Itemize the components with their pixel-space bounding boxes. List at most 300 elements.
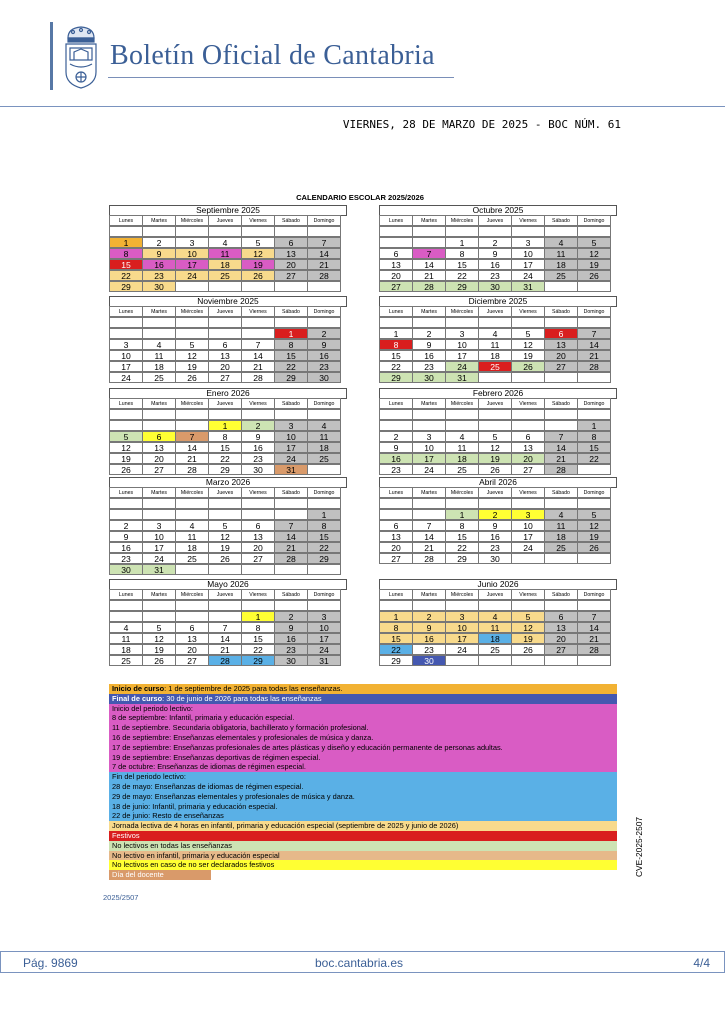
- day-cell: 6: [379, 520, 413, 531]
- empty-cell: [544, 553, 578, 564]
- day-cell: 21: [274, 542, 308, 553]
- day-name: Martes: [142, 398, 176, 409]
- day-name: Lunes: [379, 398, 413, 409]
- day-name: Miércoles: [445, 589, 479, 600]
- day-cell: 14: [307, 248, 341, 259]
- day-cell: 4: [307, 420, 341, 431]
- day-cell: 15: [577, 442, 611, 453]
- day-cell: 3: [274, 420, 308, 431]
- empty-cell: [175, 328, 209, 339]
- empty-cell: [307, 564, 341, 575]
- day-cell: 22: [307, 542, 341, 553]
- day-cell: 22: [241, 644, 275, 655]
- day-cell: 13: [544, 339, 578, 350]
- day-cell: 14: [577, 622, 611, 633]
- day-cell: 16: [379, 453, 413, 464]
- day-name: Jueves: [478, 589, 512, 600]
- day-cell: 29: [379, 372, 413, 383]
- day-name: Viernes: [241, 215, 275, 226]
- day-cell: 18: [175, 542, 209, 553]
- empty-cell: [142, 420, 176, 431]
- day-cell: 30: [412, 372, 446, 383]
- day-cell: 4: [478, 611, 512, 622]
- day-name: Jueves: [478, 398, 512, 409]
- day-cell: 27: [241, 553, 275, 564]
- day-cell: 26: [208, 553, 242, 564]
- day-cell: 28: [208, 655, 242, 666]
- month-table: [379, 579, 617, 667]
- day-cell: 28: [274, 553, 308, 564]
- month-name: Mayo 2026: [109, 579, 347, 590]
- day-cell: 19: [208, 542, 242, 553]
- week-row: [379, 554, 617, 565]
- day-cell: 6: [175, 622, 209, 633]
- day-cell: 8: [577, 431, 611, 442]
- day-cell: 21: [241, 361, 275, 372]
- day-cell: 5: [142, 622, 176, 633]
- day-cell: 13: [208, 350, 242, 361]
- empty-cell: [307, 409, 341, 420]
- legend-item-text: 8 de septiembre: Infantil, primaria y educación especial.: [112, 713, 295, 723]
- day-name: Miércoles: [445, 487, 479, 498]
- empty-cell: [412, 317, 446, 328]
- site-link[interactable]: boc.cantabria.es: [315, 956, 404, 970]
- day-cell: 14: [208, 633, 242, 644]
- day-cell: 15: [445, 259, 479, 270]
- day-cell: 5: [175, 339, 209, 350]
- empty-cell: [175, 317, 209, 328]
- day-name: Jueves: [208, 306, 242, 317]
- empty-cell: [109, 226, 143, 237]
- day-cell: 13: [511, 442, 545, 453]
- empty-cell: [208, 611, 242, 622]
- day-cell: 10: [307, 622, 341, 633]
- day-cell: 1: [445, 509, 479, 520]
- empty-cell: [208, 564, 242, 575]
- month-table: [109, 388, 347, 476]
- day-cell: 2: [412, 611, 446, 622]
- day-cell: 3: [109, 339, 143, 350]
- legend-item-label: Inicio de curso: [112, 684, 165, 693]
- month-name: Abril 2026: [379, 477, 617, 488]
- header: [0, 0, 725, 131]
- day-cell: 31: [307, 655, 341, 666]
- empty-cell: [208, 409, 242, 420]
- day-cell: 28: [577, 644, 611, 655]
- day-cell: 20: [544, 633, 578, 644]
- day-cell: 18: [109, 644, 143, 655]
- day-cell: 3: [175, 237, 209, 248]
- legend-item-text: 16 de septiembre: Enseñanzas elementales y profesionales de música y danza.: [112, 732, 374, 742]
- legend-item: [109, 821, 617, 831]
- day-cell: 5: [478, 431, 512, 442]
- legend-item: [109, 753, 617, 763]
- day-name: Lunes: [379, 589, 413, 600]
- day-cell: 12: [478, 442, 512, 453]
- day-cell: 24: [511, 542, 545, 553]
- day-cell: 31: [511, 281, 545, 292]
- day-cell: 23: [142, 270, 176, 281]
- legend-item-text: Día del docente: [112, 870, 164, 880]
- empty-cell: [208, 600, 242, 611]
- legend-item: [109, 713, 617, 723]
- empty-cell: [412, 237, 446, 248]
- day-cell: 5: [577, 237, 611, 248]
- day-cell: 13: [379, 259, 413, 270]
- day-cell: 15: [307, 531, 341, 542]
- day-cell: 23: [478, 542, 512, 553]
- day-cell: 13: [544, 622, 578, 633]
- empty-cell: [109, 509, 143, 520]
- day-name: Sábado: [274, 398, 308, 409]
- day-cell: 18: [544, 531, 578, 542]
- month-name: Febrero 2026: [379, 388, 617, 399]
- empty-cell: [274, 509, 308, 520]
- day-name: Lunes: [109, 589, 143, 600]
- day-cell: 16: [478, 531, 512, 542]
- day-cell: 8: [274, 339, 308, 350]
- empty-cell: [307, 464, 341, 475]
- day-cell: 7: [208, 622, 242, 633]
- day-cell: 2: [412, 328, 446, 339]
- day-cell: 29: [241, 655, 275, 666]
- empty-cell: [142, 409, 176, 420]
- day-cell: 22: [577, 453, 611, 464]
- day-name: Jueves: [478, 306, 512, 317]
- day-cell: 16: [109, 542, 143, 553]
- day-cell: 8: [241, 622, 275, 633]
- day-cell: 15: [274, 350, 308, 361]
- empty-cell: [241, 281, 275, 292]
- empty-cell: [478, 317, 512, 328]
- page-footer: [0, 951, 725, 973]
- day-name: Domingo: [307, 398, 341, 409]
- day-cell: 17: [412, 453, 446, 464]
- empty-cell: [577, 372, 611, 383]
- day-name: Martes: [412, 589, 446, 600]
- month-table: [109, 477, 347, 576]
- legend-item: [109, 811, 617, 821]
- day-cell: 9: [478, 520, 512, 531]
- legend-item-text: No lectivo en infantil, primaria y educación especial: [112, 850, 280, 860]
- legend-item: [109, 870, 211, 880]
- day-cell: 28: [241, 372, 275, 383]
- legend-item: [109, 733, 617, 743]
- day-cell: 6: [379, 248, 413, 259]
- day-name: Jueves: [478, 215, 512, 226]
- month-name: Noviembre 2025: [109, 296, 347, 307]
- day-cell: 6: [208, 339, 242, 350]
- day-cell: 21: [577, 350, 611, 361]
- legend-item-text: 29 de mayo: Enseñanzas elementales y profesionales de música y danza.: [112, 791, 355, 801]
- day-name: Sábado: [274, 487, 308, 498]
- month-table: [379, 296, 617, 384]
- empty-cell: [445, 420, 479, 431]
- day-cell: 20: [544, 350, 578, 361]
- day-cell: 23: [379, 464, 413, 475]
- empty-cell: [379, 226, 413, 237]
- day-cell: 26: [511, 361, 545, 372]
- day-cell: 6: [544, 328, 578, 339]
- document-number: 2025/2507: [103, 893, 139, 902]
- day-name: Martes: [142, 589, 176, 600]
- legend-item-text: : 1 de septiembre de 2025 para todas las enseñanzas.: [164, 684, 343, 693]
- day-cell: 17: [307, 633, 341, 644]
- legend-item: [109, 792, 617, 802]
- day-cell: 23: [109, 553, 143, 564]
- empty-cell: [109, 328, 143, 339]
- day-cell: 17: [445, 350, 479, 361]
- day-cell: 18: [307, 442, 341, 453]
- empty-cell: [379, 237, 413, 248]
- legend-item: [109, 782, 617, 792]
- day-cell: 16: [412, 350, 446, 361]
- day-cell: 1: [577, 420, 611, 431]
- month-table: [379, 388, 617, 476]
- day-cell: 21: [175, 453, 209, 464]
- day-cell: 11: [544, 248, 578, 259]
- day-cell: 20: [175, 644, 209, 655]
- empty-cell: [445, 655, 479, 666]
- day-cell: 8: [208, 431, 242, 442]
- day-cell: 1: [379, 328, 413, 339]
- day-cell: 12: [109, 442, 143, 453]
- day-name: Martes: [142, 306, 176, 317]
- day-cell: 21: [412, 270, 446, 281]
- day-name: Jueves: [208, 487, 242, 498]
- month-name: Diciembre 2025: [379, 296, 617, 307]
- day-cell: 12: [241, 248, 275, 259]
- day-cell: 12: [142, 633, 176, 644]
- week-row: [379, 373, 617, 384]
- empty-cell: [412, 509, 446, 520]
- day-name: Sábado: [274, 215, 308, 226]
- day-cell: 29: [274, 372, 308, 383]
- day-cell: 25: [544, 542, 578, 553]
- month-name: Octubre 2025: [379, 205, 617, 216]
- empty-cell: [241, 509, 275, 520]
- day-cell: 27: [544, 644, 578, 655]
- day-name: Domingo: [577, 589, 611, 600]
- day-cell: 23: [412, 361, 446, 372]
- day-cell: 20: [379, 542, 413, 553]
- empty-cell: [544, 317, 578, 328]
- day-cell: 25: [307, 453, 341, 464]
- empty-cell: [241, 600, 275, 611]
- legend-item: [109, 694, 617, 704]
- day-cell: 12: [511, 339, 545, 350]
- day-cell: 4: [208, 237, 242, 248]
- day-cell: 7: [544, 431, 578, 442]
- month-name: Junio 2026: [379, 579, 617, 590]
- day-cell: 29: [379, 655, 413, 666]
- day-cell: 20: [379, 270, 413, 281]
- day-cell: 7: [307, 237, 341, 248]
- day-cell: 5: [241, 237, 275, 248]
- empty-cell: [478, 600, 512, 611]
- day-cell: 8: [445, 248, 479, 259]
- day-cell: 31: [445, 372, 479, 383]
- day-cell: 12: [511, 622, 545, 633]
- day-cell: 11: [307, 431, 341, 442]
- legend-item: [109, 684, 617, 694]
- month-table: [379, 205, 617, 293]
- day-cell: 19: [175, 361, 209, 372]
- day-cell: 6: [241, 520, 275, 531]
- week-row: [109, 565, 347, 576]
- empty-cell: [274, 281, 308, 292]
- day-cell: 25: [544, 270, 578, 281]
- day-name: Domingo: [307, 215, 341, 226]
- legend-item: [109, 802, 617, 812]
- day-cell: 3: [511, 509, 545, 520]
- legend-item: [109, 772, 617, 782]
- day-cell: 9: [379, 442, 413, 453]
- empty-cell: [142, 611, 176, 622]
- day-name: Martes: [412, 398, 446, 409]
- day-name: Viernes: [511, 398, 545, 409]
- day-cell: 9: [109, 531, 143, 542]
- empty-cell: [175, 281, 209, 292]
- day-name: Jueves: [208, 589, 242, 600]
- day-name: Viernes: [241, 589, 275, 600]
- empty-cell: [445, 600, 479, 611]
- day-cell: 10: [412, 442, 446, 453]
- day-name: Jueves: [208, 215, 242, 226]
- legend-item-text: No lectivos en caso de no ser declarados festivos: [112, 860, 275, 870]
- day-cell: 25: [478, 644, 512, 655]
- day-name: Martes: [142, 487, 176, 498]
- day-cell: 17: [109, 361, 143, 372]
- day-cell: 5: [577, 509, 611, 520]
- legend-item-text: 28 de mayo: Enseñanzas de idiomas de régimen especial.: [112, 781, 304, 791]
- week-row: [109, 282, 347, 293]
- day-cell: 2: [109, 520, 143, 531]
- empty-cell: [511, 226, 545, 237]
- day-cell: 9: [412, 622, 446, 633]
- day-cell: 6: [511, 431, 545, 442]
- empty-cell: [445, 409, 479, 420]
- day-cell: 19: [109, 453, 143, 464]
- legend-item-text: Festivos: [112, 830, 140, 840]
- empty-cell: [109, 317, 143, 328]
- day-cell: 15: [109, 259, 143, 270]
- day-name: Viernes: [241, 487, 275, 498]
- day-cell: 16: [274, 633, 308, 644]
- empty-cell: [175, 509, 209, 520]
- day-cell: 11: [544, 520, 578, 531]
- calendar-legend: [109, 684, 617, 880]
- empty-cell: [577, 498, 611, 509]
- day-cell: 9: [241, 431, 275, 442]
- day-cell: 23: [478, 270, 512, 281]
- day-cell: 2: [142, 237, 176, 248]
- empty-cell: [412, 600, 446, 611]
- legend-item-label: Final de curso: [112, 693, 163, 703]
- day-cell: 7: [412, 248, 446, 259]
- day-name: Miércoles: [175, 215, 209, 226]
- day-cell: 3: [445, 611, 479, 622]
- cve-code: CVE-2025-2507: [634, 816, 644, 877]
- day-cell: 1: [208, 420, 242, 431]
- day-cell: 11: [478, 622, 512, 633]
- day-cell: 11: [208, 248, 242, 259]
- day-cell: 22: [208, 453, 242, 464]
- empty-cell: [544, 372, 578, 383]
- day-cell: 10: [109, 350, 143, 361]
- day-cell: 31: [142, 564, 176, 575]
- empty-cell: [478, 498, 512, 509]
- day-cell: 7: [241, 339, 275, 350]
- empty-cell: [175, 611, 209, 622]
- day-cell: 16: [142, 259, 176, 270]
- day-cell: 29: [307, 553, 341, 564]
- day-cell: 28: [544, 464, 578, 475]
- day-cell: 8: [379, 622, 413, 633]
- day-cell: 4: [544, 237, 578, 248]
- header-divider: [0, 106, 725, 107]
- legend-item: [109, 762, 617, 772]
- day-cell: 23: [412, 644, 446, 655]
- empty-cell: [412, 498, 446, 509]
- day-cell: 2: [478, 237, 512, 248]
- day-cell: 9: [412, 339, 446, 350]
- day-cell: 24: [445, 644, 479, 655]
- day-cell: 27: [175, 655, 209, 666]
- day-cell: 4: [142, 339, 176, 350]
- day-cell: 21: [307, 259, 341, 270]
- day-cell: 21: [208, 644, 242, 655]
- empty-cell: [307, 600, 341, 611]
- day-cell: 22: [379, 644, 413, 655]
- day-cell: 27: [379, 553, 413, 564]
- empty-cell: [274, 564, 308, 575]
- week-row: [379, 656, 617, 667]
- day-name: Martes: [142, 215, 176, 226]
- day-cell: 11: [445, 442, 479, 453]
- day-cell: 6: [142, 431, 176, 442]
- day-cell: 2: [307, 328, 341, 339]
- day-cell: 29: [208, 464, 242, 475]
- day-name: Miércoles: [175, 306, 209, 317]
- month-table: [379, 477, 617, 565]
- legend-item-text: Jornada lectiva de 4 horas en infantil, primaria y educación especial (septiembre de 2025 y junio de 2026): [112, 821, 459, 831]
- day-cell: 11: [175, 531, 209, 542]
- empty-cell: [577, 317, 611, 328]
- empty-cell: [274, 226, 308, 237]
- day-cell: 26: [577, 542, 611, 553]
- day-cell: 9: [307, 339, 341, 350]
- day-cell: 8: [445, 520, 479, 531]
- empty-cell: [544, 420, 578, 431]
- empty-cell: [412, 409, 446, 420]
- empty-cell: [175, 409, 209, 420]
- day-cell: 14: [577, 339, 611, 350]
- day-cell: 30: [109, 564, 143, 575]
- day-cell: 24: [175, 270, 209, 281]
- day-cell: 8: [307, 520, 341, 531]
- day-cell: 26: [109, 464, 143, 475]
- day-cell: 12: [175, 350, 209, 361]
- issue-dateline: VIERNES, 28 DE MARZO DE 2025 - BOC NÚM. 61: [342, 118, 621, 131]
- day-cell: 28: [175, 464, 209, 475]
- empty-cell: [109, 498, 143, 509]
- empty-cell: [142, 328, 176, 339]
- empty-cell: [544, 498, 578, 509]
- day-cell: 1: [379, 611, 413, 622]
- calendar-title: CALENDARIO ESCOLAR 2025/2026: [296, 193, 424, 202]
- empty-cell: [511, 317, 545, 328]
